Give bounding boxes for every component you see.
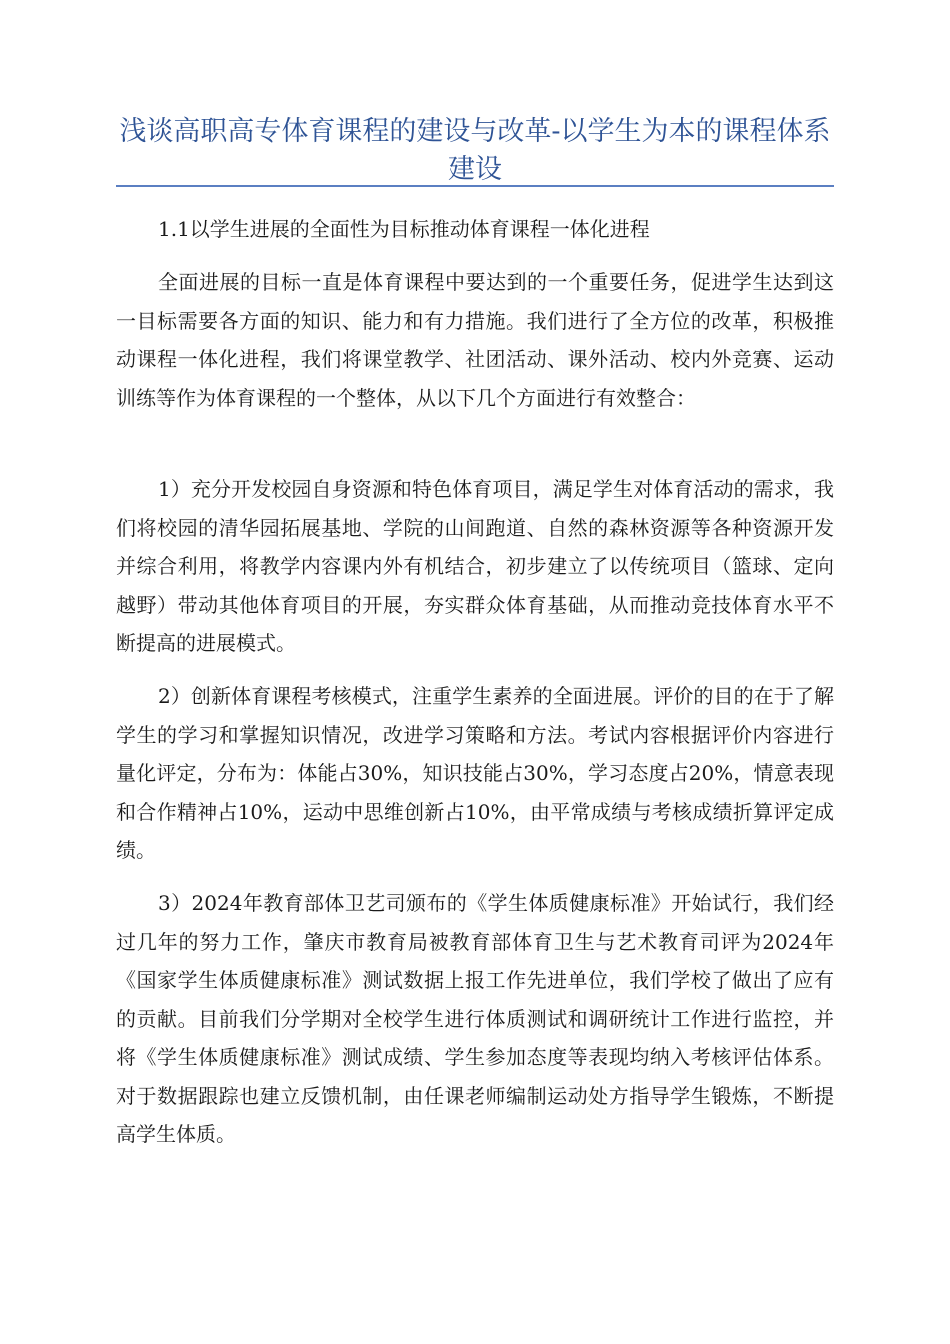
title-underline	[116, 185, 834, 187]
document-title: 浅谈高职高专体育课程的建设与改革-以学生为本的课程体系建设	[119, 116, 831, 185]
paragraph-intro: 全面进展的目标一直是体育课程中要达到的一个重要任务，促进学生达到这一目标需要各方面的知识、能力和有力措施。我们进行了全方位的改革，积极推动课程一体化进程，我们将课堂教学、社团活动、课外活动、校内外竞赛、运动训练等作为体育课程的一个整体，从以下几个方面进行有效整合：	[116, 270, 834, 410]
paragraph-item-1: 1）充分开发校园自身资源和特色体育项目，满足学生对体育活动的需求，我们将校园的清华园拓展基地、学院的山间跑道、自然的森林资源等各种资源开发并综合利用，将教学内容课内外有机结合，初步建立了以传统项目（篮球、定向越野）带动其他体育项目的开展，夯实群众体育基础，从而推动竞技体育水平不断提高的进展模式。	[116, 477, 834, 655]
paragraph-item-3: 3）2024年教育部体卫艺司颁布的《学生体质健康标准》开始试行，我们经过几年的努力工作，肇庆市教育局被教育部体育卫生与艺术教育司评为2024年《国家学生体质健康标准》测试数据上报工作先进单位，我们学校了做出了应有的贡献。目前我们分学期对全校学生进行体质测试和调研统计工作进行监控，并将《学生体质健康标准》测试成绩、学生参加态度等表现均纳入考核评估体系。对于数据跟踪也建立反馈机制，由任课老师编制运动处方指导学生锻炼，不断提高学生体质。	[116, 891, 834, 1146]
paragraph-item-2: 2）创新体育课程考核模式，注重学生素养的全面进展。评价的目的在于了解学生的学习和掌握知识情况，改进学习策略和方法。考试内容根据评价内容进行量化评定，分布为：体能占30%，知识技能占30%，学习态度占20%，情意表现和合作精神占10%，运动中思维创新占10%，由平常成绩与考核成绩折算评定成绩。	[116, 684, 834, 862]
section-heading: 1.1以学生进展的全面性为目标推动体育课程一体化进程	[158, 217, 650, 241]
